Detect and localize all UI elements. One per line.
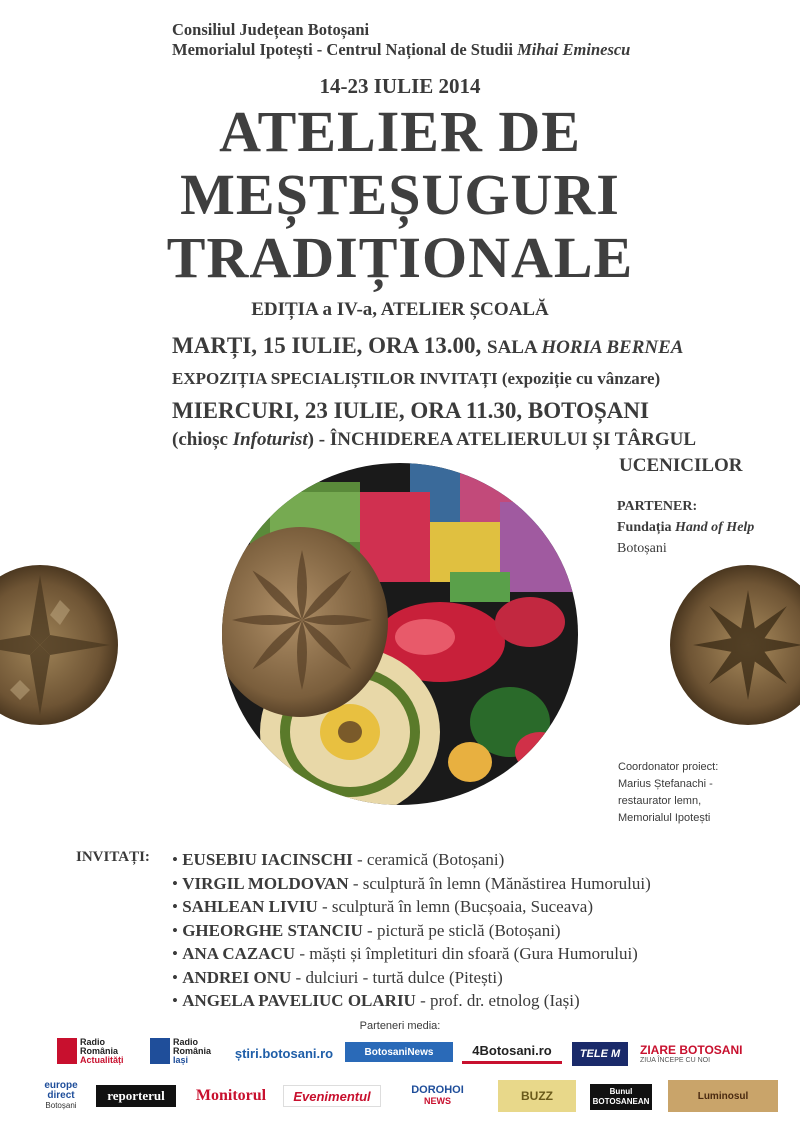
page-title (0, 100, 800, 289)
coordinator-line-3: restaurator lemn, (618, 795, 702, 807)
bunul-botosanean-logo[interactable]: Bunul BOTOSANEAN (590, 1084, 652, 1110)
event-line-2: EXPOZIȚIA SPECIALIȘTILOR INVITAȚI (expoziție cu vânzare) (172, 369, 661, 388)
europe-direct-logo[interactable]: europe direct Botoșani (44, 1080, 78, 1110)
list-item: • SAHLEAN LIVIU - sculptură în lemn (Bucșoaia, Suceava) (172, 897, 593, 916)
event-dates: 14-23 IULIE 2014 (319, 74, 481, 98)
dorohoi-news-logo[interactable]: DOROHOI NEWS (411, 1084, 464, 1106)
radio-romania-actualitati-logo[interactable]: Radio România Actualități (57, 1034, 139, 1068)
coordinator-line-4: Memorialul Ipotești (618, 812, 711, 824)
reporterul-logo[interactable]: reporterul (96, 1085, 176, 1107)
carved-wood-right-image (668, 563, 800, 728)
partner-block (617, 496, 754, 559)
organizer-line-2: Memorialul Ipotești - Centrul Național de Studii Mihai Eminescu (172, 40, 631, 59)
guests-list (172, 848, 651, 1013)
event-line-1: MARȚI, 15 IULIE, ORA 13.00, SALA HORIA BERNEA (172, 333, 684, 358)
title-line-2: MEȘTEȘUGURI (180, 162, 620, 227)
media-partners-label: Parteneri media: (359, 1020, 441, 1032)
list-item: • GHEORGHE STANCIU - pictură pe sticlă (Botoșani) (172, 920, 561, 940)
organizer-block (172, 20, 630, 60)
list-item: • EUSEBIU IACINSCHI - ceramică (Botoșani) (172, 850, 505, 869)
4botosani-logo[interactable]: 4Botosani.ro (462, 1040, 562, 1064)
event-line-4: (chioșc Infoturist) - ÎNCHIDEREA ATELIERULUI ȘI TÂRGUL (172, 429, 697, 450)
partner-city: Botoșani (617, 541, 667, 556)
edition-subtitle: EDIȚIA a IV-a, ATELIER ȘCOALĂ (251, 299, 549, 320)
guests-label: INVITAȚI: (76, 849, 150, 865)
evenimentul-logo[interactable]: Evenimentul (283, 1085, 381, 1107)
event-line-5: UCENICILOR (619, 455, 743, 476)
partner-label: PARTENER: (617, 499, 698, 514)
list-item: • ANDREI ONU - dulciuri - turtă dulce (Pitești) (172, 967, 503, 987)
partner-name: Fundația Hand of Help (617, 520, 755, 535)
botosaninews-logo[interactable]: BotosaniNews (345, 1042, 453, 1062)
tele-m-logo[interactable]: TELE M (572, 1042, 628, 1066)
organizer-line-1: Consiliul Județean Botoșani (172, 20, 370, 39)
title-line-1: ATELIER DE (219, 99, 581, 164)
list-item: • VIRGIL MOLDOVAN - sculptură în lemn (Mănăstirea Humorului) (172, 873, 651, 893)
title-line-3: TRADIȚIONALE (166, 225, 634, 290)
radio-romania-mark-icon (57, 1038, 77, 1064)
monitorul-logo[interactable]: Monitorul (195, 1087, 267, 1104)
crafts-collage-image (210, 462, 590, 807)
coordinator-line-2: Marius Ștefanachi - (618, 778, 713, 790)
coordinator-line-1: Coordonator proiect: (618, 761, 719, 773)
luminosul-logo[interactable]: Luminosul (668, 1080, 778, 1112)
ziare-botosani-logo[interactable]: ZIARE BOTOSANI ZIUA ÎNCEPE CU NOI (640, 1042, 743, 1064)
list-item: • ANA CAZACU - măști și împletituri din sfoară (Gura Humorului) (172, 944, 638, 963)
stiri-botosani-logo[interactable]: știri.botosani.ro (234, 1045, 334, 1061)
coordinator-block (618, 759, 718, 827)
radio-romania-mark-icon (150, 1038, 170, 1064)
carved-wood-left-image (0, 560, 120, 730)
event-line-3: MIERCURI, 23 IULIE, ORA 11.30, BOTOȘANI (172, 398, 649, 423)
radio-romania-iasi-logo[interactable]: Radio România Iași (150, 1034, 225, 1068)
list-item: • ANGELA PAVELIUC OLARIU - prof. dr. etnolog (Iași) (172, 991, 580, 1010)
buzz-logo[interactable]: BUZZ (498, 1080, 576, 1112)
